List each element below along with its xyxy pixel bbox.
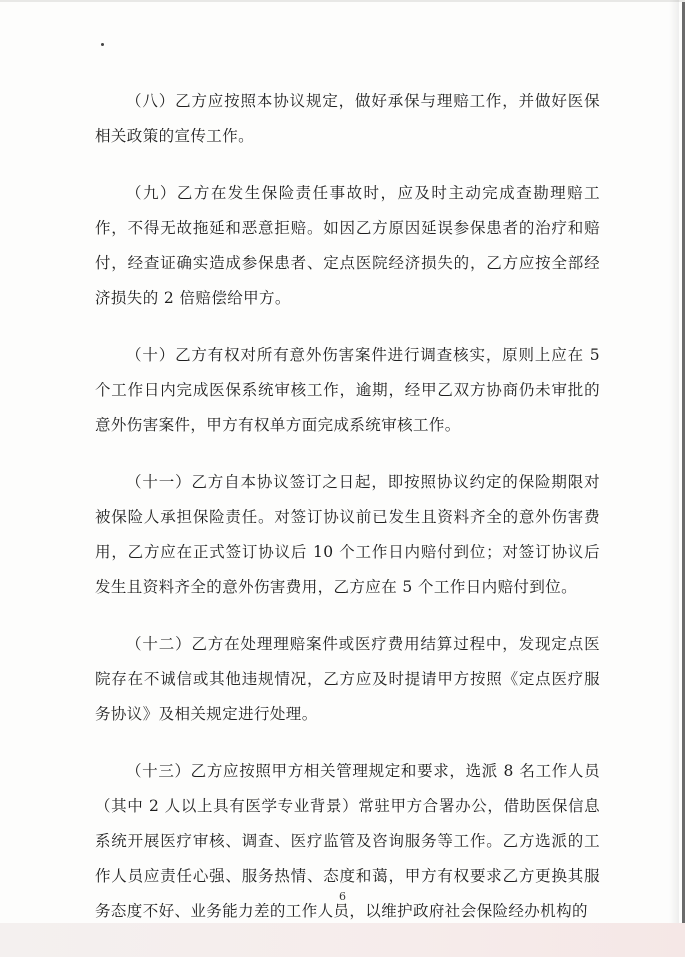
- scan-top-edge: [0, 0, 685, 2]
- clause-8-paragraph: （八）乙方应按照本协议规定，做好承保与理赔工作，并做好医保相关政策的宣传工作。: [95, 92, 600, 145]
- document-body: [95, 84, 600, 951]
- clause-12-paragraph: （十二）乙方在处理理赔案件或医疗费用结算过程中，发现定点医院存在不诚信或其他违规情况，乙方应及时提请甲方按照《定点医疗服务协议》及相关规定进行处理。: [95, 635, 600, 723]
- scan-speck: [101, 43, 104, 46]
- scan-right-shadow: [669, 0, 679, 957]
- clause-10-paragraph: （十）乙方有权对所有意外伤害案件进行调查核实，原则上应在 5 个工作日内完成医保系统审核工作，逾期，经甲乙双方协商仍未审批的意外伤害案件，甲方有权单方面完成系统审核工作。: [95, 346, 600, 434]
- clause-9-paragraph: （九）乙方在发生保险责任事故时，应及时主动完成查勘理赔工作，不得无故拖延和恶意拒赔。如因乙方原因延误参保患者的治疗和赔付，经查证确实造成参保患者、定点医院经济损失的，乙方应按全部经济损失的 2 倍赔偿给甲方。: [95, 184, 600, 307]
- scan-bottom-tint: [0, 923, 685, 957]
- clause-13-paragraph: （十三）乙方应按照甲方相关管理规定和要求，选派 8 名工作人员（其中 2 人以上具有医学专业背景）常驻甲方合署办公，借助医保信息系统开展医疗审核、调查、医疗监管及咨询服务等工作。乙方选派的工作人员应责任心强、服务热情、态度和蔼，甲方有权要求乙方更换其服务态度不好、业务能力差的工作人员，以维护政府社会保险经办机构的: [95, 762, 600, 920]
- clause-11-paragraph: （十一）乙方自本协议签订之日起，即按照协议约定的保险期限对被保险人承担保险责任。对签订协议前已发生且资料齐全的意外伤害费用，乙方应在正式签订协议后 10 个工作日内赔付到位；对签订协议后发生且资料齐全的意外伤害费用，乙方应在 5 个工作日内赔付到位。: [95, 473, 600, 596]
- page-number: 6: [339, 890, 346, 903]
